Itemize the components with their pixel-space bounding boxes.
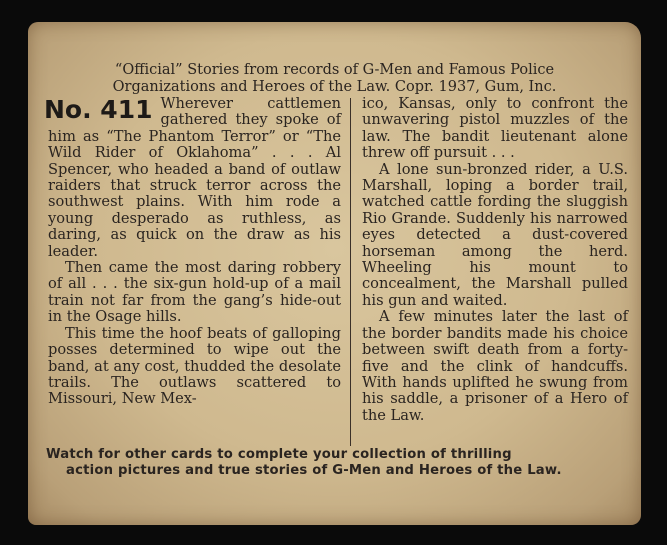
footer-line-2: action pictures and true stories of G-Men and Heroes of the Law. bbox=[66, 463, 562, 478]
column-divider bbox=[350, 98, 351, 446]
story-paragraph: A few minutes later the last of the border bandits made his choice between swift death from a forty-five and the clink of handcuffs. With hands uplifted he swung from his saddle, a prisoner of a Hero of the Law. bbox=[362, 308, 628, 424]
card-number: No. 411 bbox=[44, 95, 153, 124]
story-paragraph: Then came the most daring robbery of all . . . the six-gun hold-up of a mail train not far from the gang’s hide-out in the Osage hills. bbox=[48, 259, 341, 326]
trading-card-back bbox=[28, 22, 641, 525]
card-footer bbox=[46, 447, 629, 479]
story-column-right bbox=[362, 96, 628, 424]
header-line-1: “Official” Stories from records of G-Men and Famous Police bbox=[114, 62, 555, 78]
header-line-2: Organizations and Heroes of the Law. Copr. 1937, Gum, Inc. bbox=[112, 79, 557, 95]
story-column-left bbox=[44, 95, 341, 408]
story-paragraph: ico, Kansas, only to confront the unwavering pistol muzzles of the law. The bandit lieutenant alone threw off pursuit . . . bbox=[362, 95, 628, 162]
footer-line-1: Watch for other cards to complete your collection of thrilling bbox=[46, 447, 512, 462]
card-header bbox=[28, 62, 641, 96]
story-paragraph: This time the hoof beats of galloping posses determined to wipe out the band, at any cost, thudded the desolate trails. The outlaws scattered to Missouri, New Mex- bbox=[48, 324, 341, 408]
story-paragraph: A lone sun-bronzed rider, a U.S. Marshall, loping a border trail, watched cattle fording the sluggish Rio Grande. Suddenly his narrowed eyes detected a dust-covered horseman among the herd. Wheeling his mount to concealment, the Marshall pulled his gun and waited. bbox=[362, 160, 628, 309]
story-paragraph: Wherever cattlemen gathered they spoke of him as “The Phantom Terror” or “The Wild Rider of Oklahoma” . . . Al Spencer, who headed a band of outlaw raiders that struck terror across the southwest plains. With him rode a young desperado as ruthless, as daring, as quick on the draw as his leader. bbox=[48, 95, 341, 260]
